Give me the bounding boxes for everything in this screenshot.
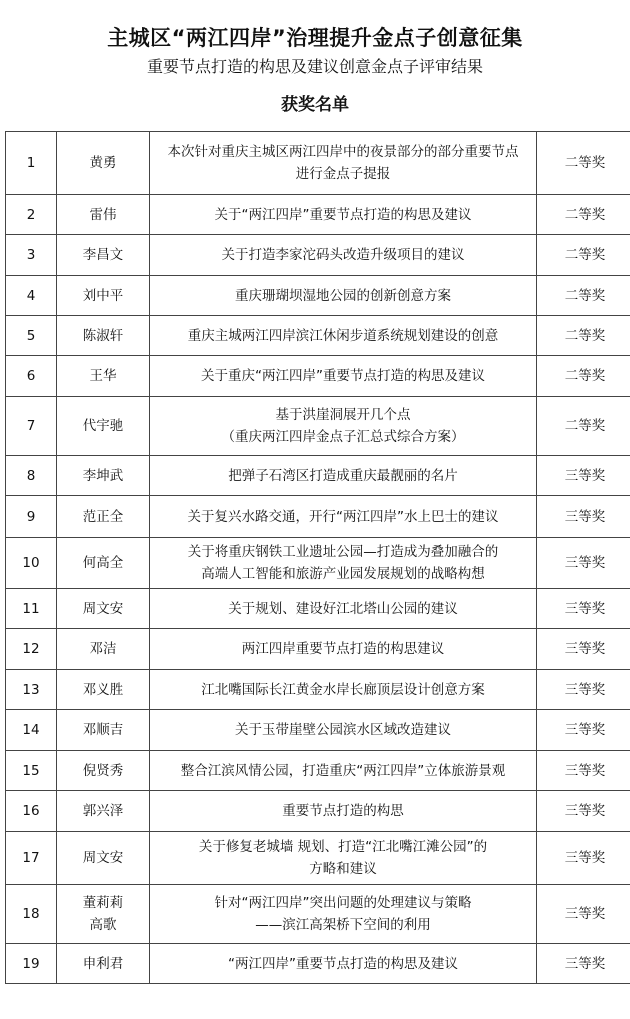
winner-name-line: 邓洁	[89, 641, 117, 657]
row-number: 18	[6, 885, 57, 944]
page-subtitle: 重要节点打造的构思及建议创意金点子评审结果	[146, 57, 483, 76]
winner-name-line: 周文安	[82, 600, 124, 617]
row-number: 10	[6, 538, 57, 589]
award-table	[5, 131, 630, 984]
winner-name-line: 范正全	[82, 508, 124, 525]
winner-name	[57, 538, 150, 589]
award-level: 二等奖	[537, 397, 630, 456]
winner-name-line: 邓义胜	[82, 681, 124, 698]
table-row	[6, 235, 630, 276]
proposal-title-line: 高端人工智能和旅游产业园发展规划的战略构想	[201, 566, 485, 582]
award-level: 二等奖	[537, 316, 630, 356]
award-level: 二等奖	[537, 132, 630, 195]
winner-name	[57, 791, 150, 832]
winner-name	[57, 496, 150, 538]
proposal-title	[150, 538, 537, 589]
proposal-title-line: “两江四岸”重要节点打造的构思及建议	[228, 955, 458, 972]
row-number: 6	[6, 356, 57, 397]
table-row	[6, 710, 630, 751]
winner-name-line: 郭兴泽	[82, 803, 124, 819]
table-row	[6, 670, 630, 710]
winner-name-line: 李昌文	[82, 247, 124, 263]
winner-name-line: 王华	[89, 368, 117, 384]
proposal-title	[150, 710, 537, 751]
award-level: 三等奖	[537, 538, 630, 589]
proposal-title	[150, 195, 537, 235]
award-level: 三等奖	[537, 456, 630, 496]
proposal-title-line: 江北嘴国际长江黄金水岸长廊顶层设计创意方案	[201, 681, 485, 698]
proposal-title-line: 针对“两江四岸”突出问题的处理建议与策略	[214, 895, 472, 911]
proposal-title-line: 把弹子石湾区打造成重庆最靓丽的名片	[228, 467, 458, 484]
proposal-title	[150, 670, 537, 710]
proposal-title-line: 关于打造李家沱码头改造升级项目的建议	[221, 247, 465, 263]
proposal-title	[150, 235, 537, 276]
proposal-title-line: 关于规划、建设好江北塔山公园的建议	[228, 600, 458, 617]
proposal-title	[150, 496, 537, 538]
winner-name-line: 高歌	[89, 917, 117, 933]
proposal-title	[150, 356, 537, 397]
proposal-title-line: 关于玉带崖壁公园滨水区域改造建议	[235, 722, 451, 738]
winner-name	[57, 670, 150, 710]
row-number: 2	[6, 195, 57, 235]
proposal-title-line: 关于将重庆钢铁工业遗址公园—打造成为叠加融合的	[187, 544, 499, 560]
proposal-title	[150, 397, 537, 456]
winners-list-heading: 获奖名单	[281, 95, 349, 115]
table-row	[6, 832, 630, 885]
proposal-title	[150, 276, 537, 316]
table-row	[6, 356, 630, 397]
award-level: 二等奖	[537, 195, 630, 235]
proposal-title-line: 整合江滨风情公园，打造重庆“两江四岸”立体旅游景观	[180, 762, 506, 779]
winner-name-line: 雷伟	[89, 206, 117, 223]
table-row	[6, 397, 630, 456]
table-row	[6, 538, 630, 589]
row-number: 4	[6, 276, 57, 316]
table-row	[6, 316, 630, 356]
winner-name	[57, 589, 150, 629]
winner-name	[57, 710, 150, 751]
page-title: 主城区“两江四岸”治理提升金点子创意征集	[107, 26, 523, 50]
table-row	[6, 496, 630, 538]
proposal-title	[150, 132, 537, 195]
table-row	[6, 751, 630, 791]
winner-name	[57, 944, 150, 984]
winner-name	[57, 885, 150, 944]
proposal-title-line: 重庆珊瑚坝湿地公园的创新创意方案	[235, 287, 451, 304]
winner-name	[57, 316, 150, 356]
row-number: 7	[6, 397, 57, 456]
row-number: 9	[6, 496, 57, 538]
winner-name-line: 倪贤秀	[82, 762, 124, 779]
winner-name	[57, 751, 150, 791]
proposal-title-line: 重要节点打造的构思	[282, 803, 404, 819]
row-number: 11	[6, 589, 57, 629]
proposal-title	[150, 885, 537, 944]
row-number: 5	[6, 316, 57, 356]
winner-name	[57, 397, 150, 456]
proposal-title	[150, 944, 537, 984]
table-row	[6, 944, 630, 984]
award-level: 二等奖	[537, 276, 630, 316]
award-level: 三等奖	[537, 751, 630, 791]
table-row	[6, 132, 630, 195]
winner-name-line: 陈淑轩	[82, 327, 124, 344]
award-level: 三等奖	[537, 589, 630, 629]
proposal-title-line: 关于复兴水路交通，开行“两江四岸”水上巴士的建议	[187, 508, 499, 525]
winner-name-line: 李坤武	[82, 467, 124, 484]
proposal-title-line: 本次针对重庆主城区两江四岸中的夜景部分的部分重要节点	[167, 144, 519, 160]
proposal-title-line: 进行金点子提报	[295, 166, 391, 182]
proposal-title-line: 关于修复老城墙 规划、打造“江北嘴江滩公园”的	[198, 839, 488, 855]
award-level: 三等奖	[537, 791, 630, 832]
proposal-title	[150, 589, 537, 629]
proposal-title-line: 两江四岸重要节点打造的构思建议	[241, 641, 445, 657]
row-number: 13	[6, 670, 57, 710]
proposal-title	[150, 456, 537, 496]
winner-name	[57, 629, 150, 670]
row-number: 15	[6, 751, 57, 791]
table-row	[6, 885, 630, 944]
table-row	[6, 791, 630, 832]
award-level: 三等奖	[537, 832, 630, 885]
row-number: 19	[6, 944, 57, 984]
proposal-title-line: 基于洪崖洞展开几个点	[275, 407, 411, 423]
row-number: 12	[6, 629, 57, 670]
row-number: 16	[6, 791, 57, 832]
table-row	[6, 629, 630, 670]
winner-name	[57, 832, 150, 885]
award-table-body	[6, 132, 630, 984]
proposal-title-line: ——滨江高架桥下空间的利用	[255, 917, 431, 933]
proposal-title	[150, 629, 537, 670]
winner-name-line: 董莉莉	[82, 895, 124, 911]
winner-name-line: 代宇驰	[82, 418, 124, 434]
proposal-title	[150, 791, 537, 832]
winner-name	[57, 195, 150, 235]
award-level: 三等奖	[537, 885, 630, 944]
winner-name	[57, 132, 150, 195]
row-number: 14	[6, 710, 57, 751]
award-level: 三等奖	[537, 710, 630, 751]
award-level: 三等奖	[537, 670, 630, 710]
award-level: 二等奖	[537, 235, 630, 276]
winner-name	[57, 276, 150, 316]
proposal-title-line: 方略和建议	[309, 861, 377, 877]
proposal-title-line: 关于重庆“两江四岸”重要节点打造的构思及建议	[201, 368, 485, 384]
proposal-title	[150, 751, 537, 791]
proposal-title	[150, 832, 537, 885]
row-number: 1	[6, 132, 57, 195]
table-row	[6, 589, 630, 629]
winner-name-line: 刘中平	[82, 287, 124, 304]
row-number: 3	[6, 235, 57, 276]
winner-name-line: 何高全	[82, 555, 124, 571]
row-number: 17	[6, 832, 57, 885]
table-row	[6, 456, 630, 496]
table-row	[6, 195, 630, 235]
award-level: 三等奖	[537, 944, 630, 984]
proposal-title	[150, 316, 537, 356]
winner-name-line: 申利君	[82, 955, 124, 972]
winner-name-line: 周文安	[82, 850, 124, 866]
row-number: 8	[6, 456, 57, 496]
winner-name-line: 邓顺吉	[82, 722, 124, 738]
proposal-title-line: （重庆两江四岸金点子汇总式综合方案）	[221, 429, 465, 445]
winner-name	[57, 456, 150, 496]
winner-name-line: 黄勇	[89, 155, 117, 171]
table-row	[6, 276, 630, 316]
proposal-title-line: 重庆主城两江四岸滨江休闲步道系统规划建设的创意	[187, 327, 499, 344]
award-level: 三等奖	[537, 629, 630, 670]
award-level: 二等奖	[537, 356, 630, 397]
winner-name	[57, 356, 150, 397]
proposal-title-line: 关于“两江四岸”重要节点打造的构思及建议	[214, 206, 472, 223]
award-level: 三等奖	[537, 496, 630, 538]
winner-name	[57, 235, 150, 276]
